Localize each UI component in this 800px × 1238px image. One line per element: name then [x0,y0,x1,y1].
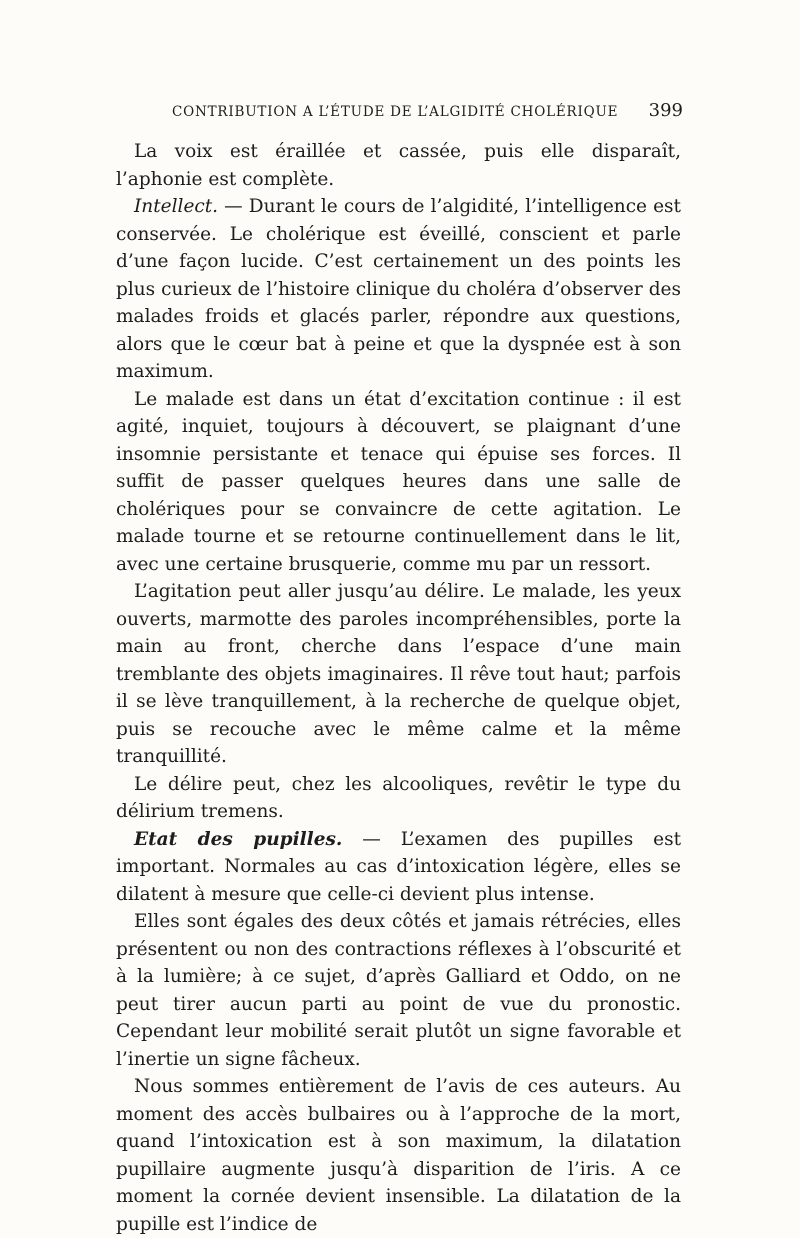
paragraph-text: La voix est éraillée et cassée, puis elle disparaît, l’aphonie est complète. [116,141,681,190]
paragraph-agitation [116,578,681,771]
paragraph-text: Elles sont égales des deux côtés et jamais rétrécies, elles présentent ou non des contractions réflexes à l’obscurité et à la lumière; à ce sujet, d’après Galliard et Oddo, on ne peut tirer aucun parti au point de vue du pronostic. Cependant leur mobilité serait plutôt un signe favorable et l’inertie un signe fâcheux. [116,911,681,1070]
paragraph-auteurs [116,1073,681,1238]
section-heading-pupilles: Etat des pupilles. [134,828,343,850]
section-heading-intellect: Intellect. [134,196,219,217]
paragraph-intellect [116,193,681,386]
paragraph-egales [116,908,681,1073]
paragraph-text: — L’examen des pupilles est important. Normales au cas d’intoxication légère, elles se dilatent à mesure que celle-ci devient plus intense. [116,828,681,905]
paragraph-excitation [116,386,681,579]
paragraph-delire [116,771,681,826]
running-title: CONTRIBUTION A L’ÉTUDE DE L’ALGIDITÉ CHOLÉRIQUE [172,104,619,120]
paragraph-text: Nous sommes entièrement de l’avis de ces auteurs. Au moment des accès bulbaires ou à l’approche de la mort, quand l’intoxication est à son maximum, la dilatation pupillaire augmente jusqu’à disparition de l’iris. A ce moment la cornée devient insensible. La dilatation de la pupille est l’indice de [116,1076,681,1235]
paragraph-text: Le malade est dans un état d’excitation continue : il est agité, inquiet, toujours à découvert, se plaignant d’une insomnie persistante et tenace qui épuise ses forces. Il suffit de passer quelques heures dans une salle de cholériques pour se convaincre de cette agitation. Le malade tourne et se retourne continuellement dans le lit, avec une certaine brusquerie, comme mu par un ressort. [116,388,681,575]
paragraph-pupilles [116,826,681,909]
body-text [116,138,681,1238]
paragraph-voix [116,138,681,193]
paragraph-text: Le délire peut, chez les alcooliques, revêtir le type du délirium tremens. [116,773,681,822]
page-header [116,100,681,138]
paragraph-text: L’agitation peut aller jusqu’au délire. Le malade, les yeux ouverts, marmotte des paroles incompréhensibles, porte la main au front, cherche dans l’espace d’une main tremblante des objets imaginaires. Il rêve tout haut; parfois il se lève tranquillement, à la recherche de quelque objet, puis se recouche avec le même calme et la même tranquillité. [116,581,681,767]
book-page [116,100,681,1238]
paragraph-text: — Durant le cours de l’algidité, l’intelligence est conservée. Le cholérique est éveillé, conscient et parle d’une façon lucide. C’est certainement un des points les plus curieux de l’histoire clinique du choléra d’observer des malades froids et glacés parler, répondre aux questions, alors que le cœur bat à peine et que la dyspnée est à son maximum. [116,196,681,382]
page-number: 399 [648,100,683,121]
